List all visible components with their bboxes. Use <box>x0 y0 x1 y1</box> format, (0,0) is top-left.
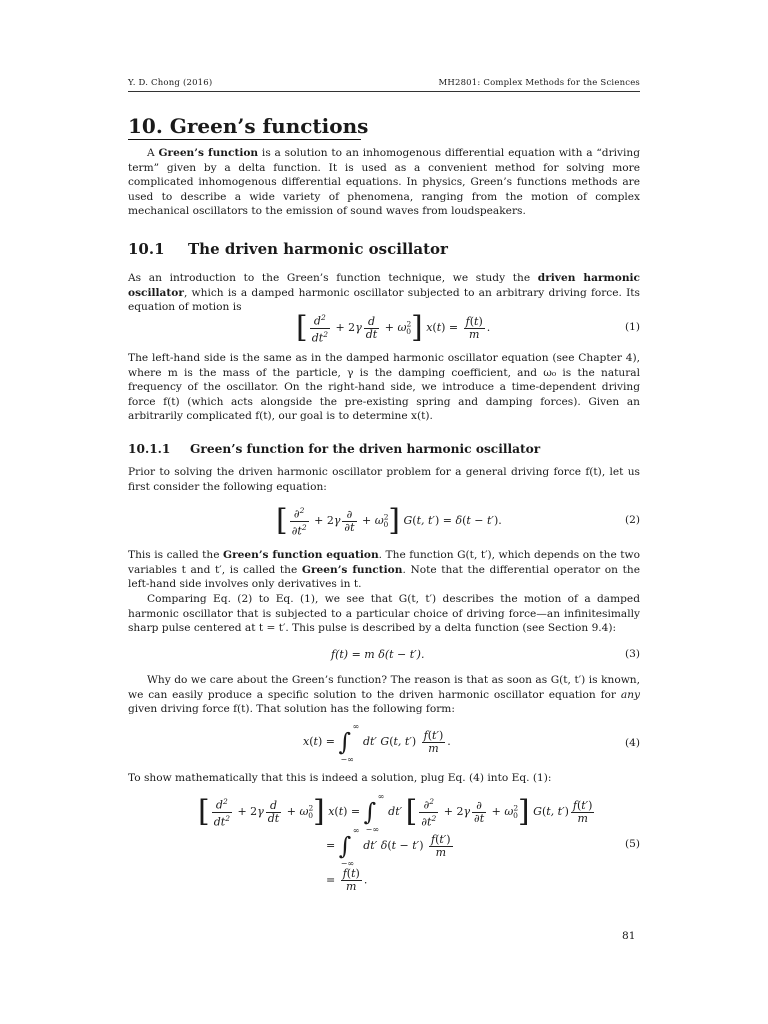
motivation-text-2: given driving force f(t). That solution has the following form: <box>128 703 455 715</box>
equation-4-number: (4) <box>624 737 640 749</box>
equation-2-body: [ $\frac{\partial^2}{\partial t^2}$ + 2γ $\frac{\partial}{\partial t}$ + $\omega^2_0$] G(t, t′) = δ(t − t′). <box>276 503 502 539</box>
section-number: 10.1 <box>128 240 165 258</box>
equation-3-body: f(t) = m δ(t − t′). <box>331 648 425 661</box>
section-heading <box>128 240 448 258</box>
verification-paragraph: To show mathematically that this is indeed a solution, plug Eq. (4) into Eq. (1): <box>128 772 552 784</box>
page-number: 81 <box>622 930 636 942</box>
motivation-text-1: Why do we care about the Green’s function? The reason is that as soon as G(t, t′) is known, we can easily produce a specific solution to the driven harmonic oscillator equation for <box>128 674 640 701</box>
equation-5-line-2: = ∫ ∞ −∞ dt′ δ(t − t′) $\frac{f(t')}{m}$ <box>326 826 451 868</box>
section-title: The driven harmonic oscillator <box>188 240 448 258</box>
equation-5-number: (5) <box>624 838 640 850</box>
comparison-paragraph: Comparing Eq. (2) to Eq. (1), we see that G(t, t′) describes the motion of a damped harmonic oscillator that is subjected to a particular choice of driving force—an infinitesimally sharp pulse centered at t = t′. This pulse is described by a delta function (see Section 9.4): <box>128 593 640 634</box>
paragraph-after-eq1: The left-hand side is the same as in the damped harmonic oscillator equation (see Chapter 4), where m is the mass of the particle, γ is the damping coefficient, and ω₀ is the natural frequency of the oscillator. On the right-hand side, we introduce a time-dependent driving force f(t) (which acts alongside the pre-existing spring and damping forces). Given an arbitrarily complicated f(t), our goal is to determine x(t). <box>128 352 640 422</box>
chapter-title-underline <box>128 139 361 140</box>
equation-4 <box>128 722 640 764</box>
equation-1-body: [ $\frac{d^2}{dt^2}$ + 2γ $\frac{d}{dt}$ + $\omega^2_0$] x(t) = $\frac{f(t)}{m}$ . <box>296 310 491 346</box>
subsection-heading <box>128 442 540 456</box>
subsection-number: 10.1.1 <box>128 442 171 456</box>
intro-paragraph <box>128 146 640 219</box>
greens-equation-paragraph <box>128 548 640 592</box>
equation-3-number: (3) <box>624 648 640 660</box>
motivation-paragraph <box>128 673 640 717</box>
intro-term: Green’s function <box>158 147 259 159</box>
equation-2 <box>128 505 640 539</box>
header-rule <box>128 91 640 92</box>
section-intro-term: driven harmonic oscillator <box>128 272 640 299</box>
intro-text-1: A <box>147 147 159 159</box>
chapter-title: 10. Green’s functions <box>128 114 369 138</box>
equation-3 <box>128 648 640 664</box>
header-author: Y. D. Chong (2016) <box>128 78 213 88</box>
equation-4-body: x(t) = ∫ ∞ −∞ dt′ G(t, t′) $\frac{f(t')}{m}$ . <box>303 722 451 764</box>
running-header <box>128 78 640 88</box>
greens-eq-text-3: . Note that the differential operator on the left-hand side involves only derivatives in t. <box>128 563 641 590</box>
section-intro-text-2: , which is a damped harmonic oscillator subjected to an arbitrary driving force. Its equation of motion is <box>128 286 640 313</box>
motivation-emphasis: any <box>620 688 640 701</box>
equation-5 <box>128 792 640 900</box>
equation-5-line-1: [ $\frac{d^2}{dt^2}$ + 2γ $\frac{d}{dt}$ + $\omega^2_0$] x(t) = ∫ ∞ −∞ dt′ [ $\frac{\partial^2}{\partial t^2}$ + 2γ $\frac{\partial}{\partial t}$ + $\omega^2_0$] G(t, t′) $\frac{f(t')}{m}$ <box>198 792 593 835</box>
equation-1-number: (1) <box>624 321 640 333</box>
equation-2-number: (2) <box>624 514 640 526</box>
header-course: MH2801: Complex Methods for the Sciences <box>438 78 640 88</box>
greens-eq-term-1: Green’s function equation <box>223 549 379 561</box>
section-intro-text-1: As an introduction to the Green’s function technique, we study the <box>128 272 538 284</box>
subsection-title: Green’s function for the driven harmonic oscillator <box>190 442 541 456</box>
subsection-intro-paragraph: Prior to solving the driven harmonic oscillator problem for a general driving force f(t), let us first consider the following equation: <box>128 466 640 493</box>
section-intro-paragraph <box>128 271 640 315</box>
greens-eq-text-2: . The function G(t, t′), which depends on the two variables t and t′, is called the <box>128 549 640 576</box>
equation-5-line-3: = $\frac{f(t)}{m}$ . <box>326 867 368 893</box>
equation-1 <box>128 312 640 346</box>
greens-eq-text-1: This is called the <box>128 549 224 561</box>
intro-text-2: is a solution to an inhomogenous differential equation with a “driving term” given by a delta function. It is used as a convenient method for solving more complicated inhomogenous differential equations. In physics, Green’s functions methods are used to describe a wide variety of phenomena, ranging from the motion of complex mechanical oscillators to the emission of sound waves from loudspeakers. <box>128 147 640 217</box>
greens-eq-term-2: Green’s function <box>301 563 403 576</box>
